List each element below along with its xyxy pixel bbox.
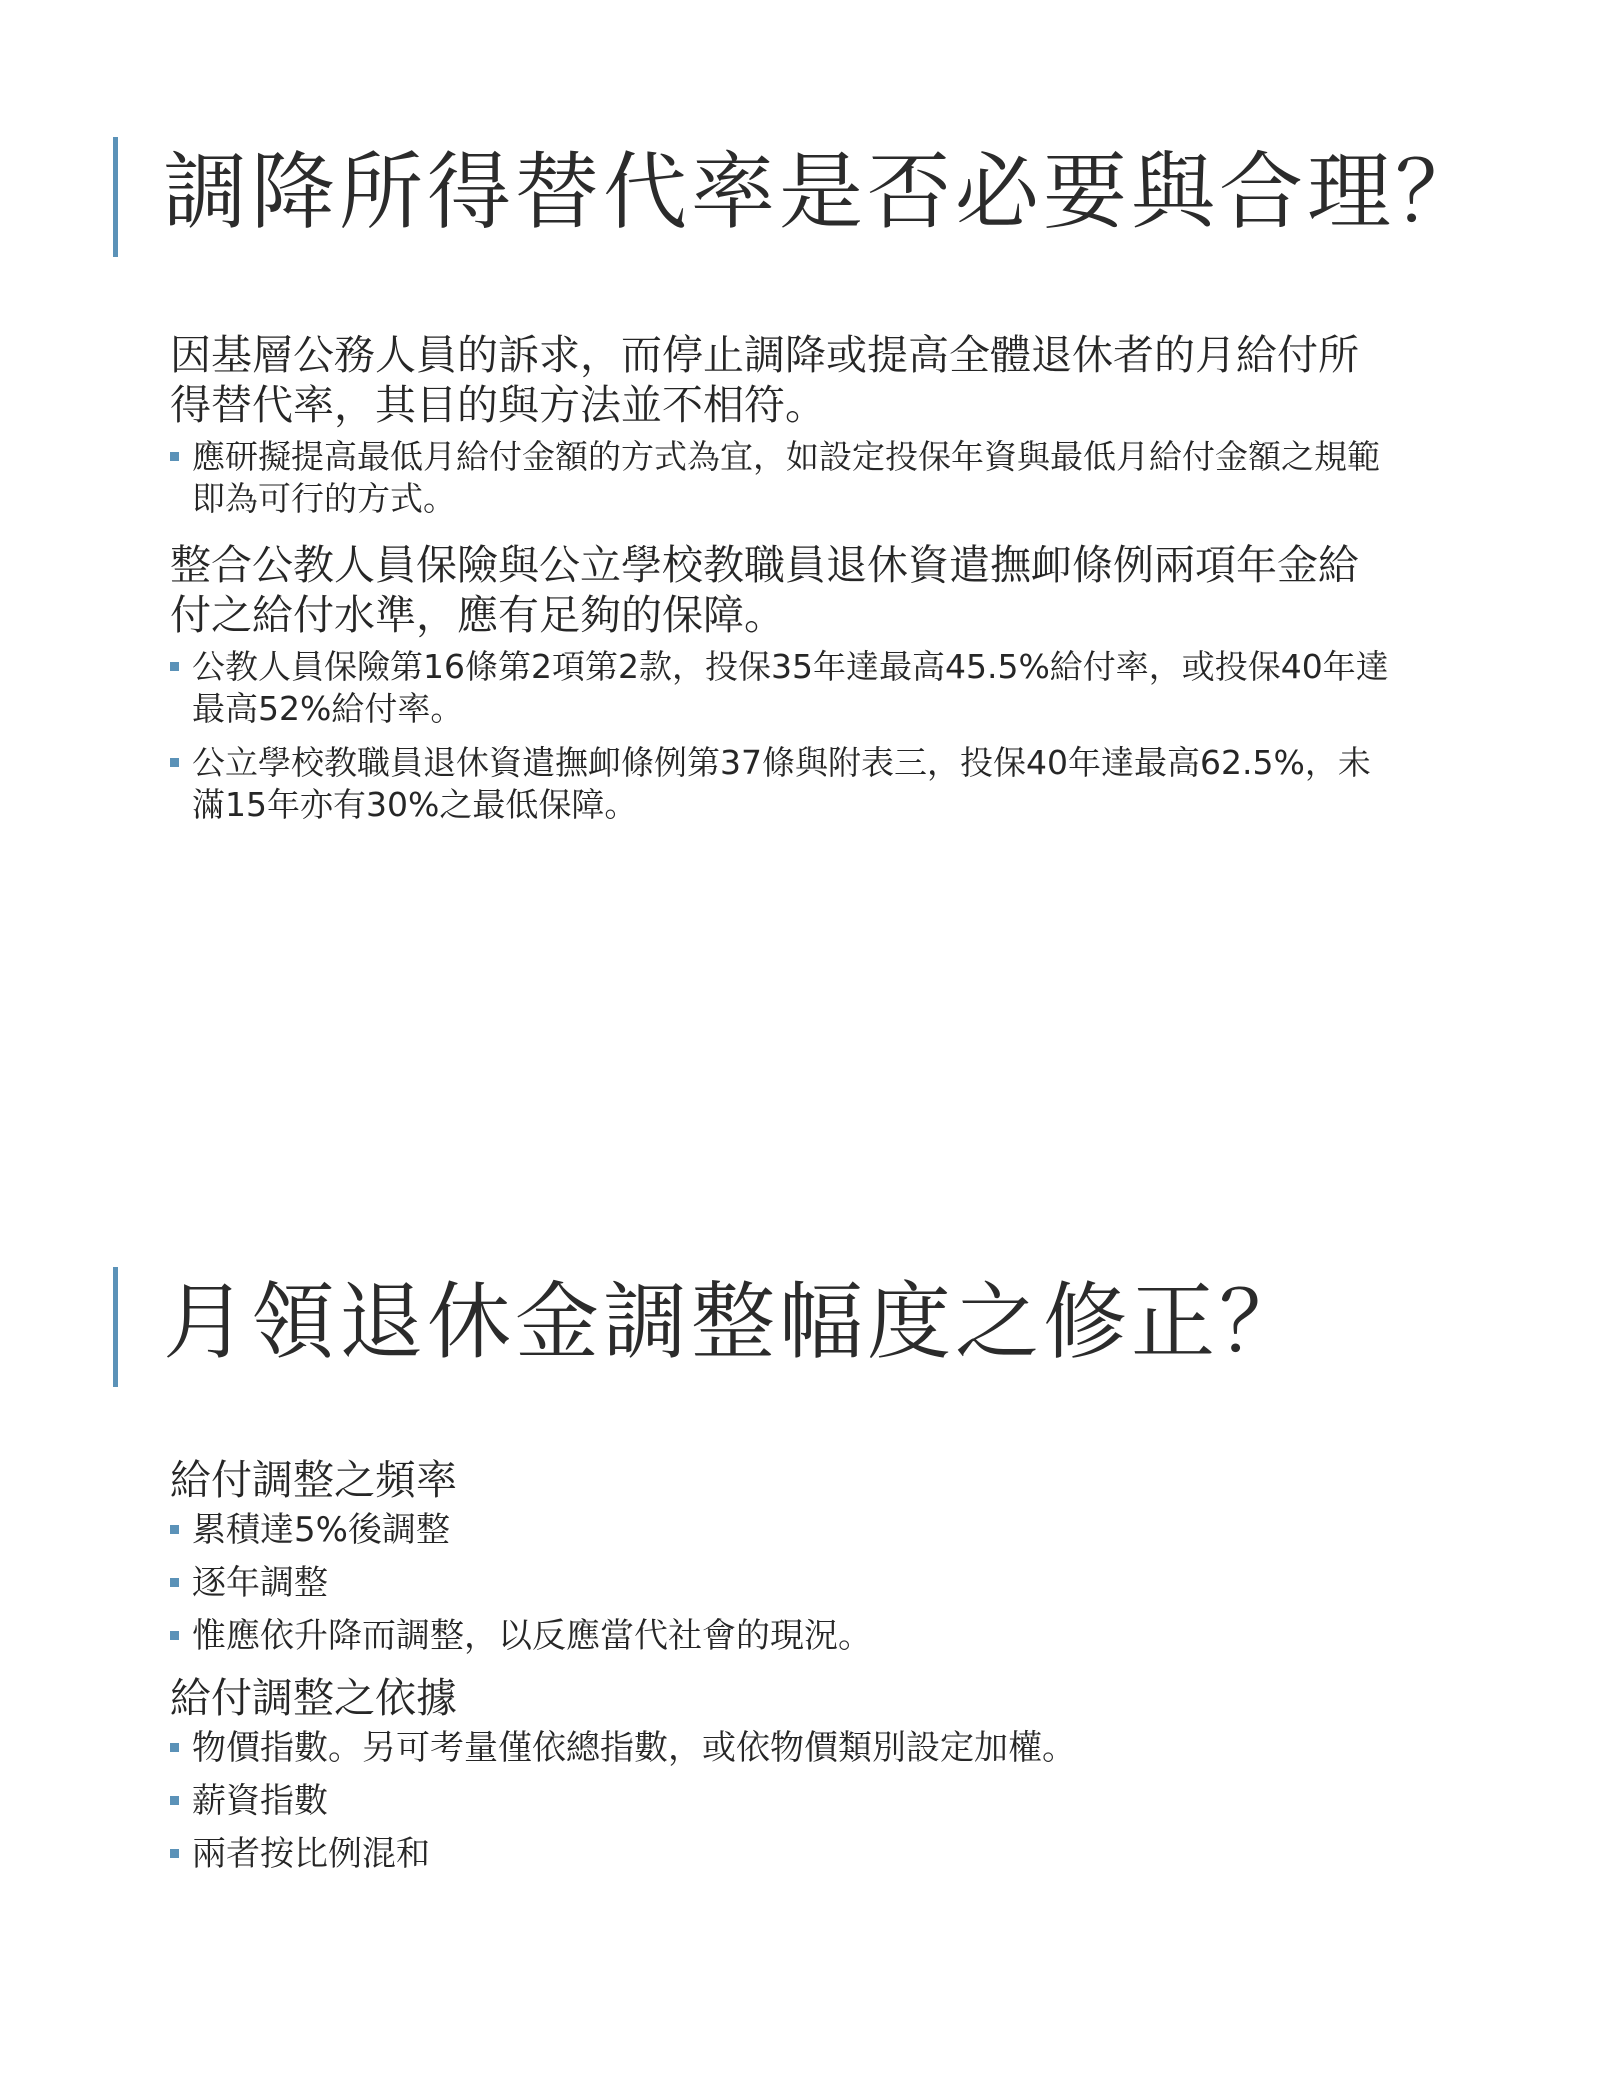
slide-body — [170, 330, 1389, 846]
sub-point-text: 物價指數。另可考量僅依總指數，或依物價類別設定加權。 — [192, 1728, 1076, 1768]
bullet-square-icon — [170, 452, 179, 461]
main-point: 給付調整之頻率 — [170, 1456, 457, 1504]
bullet-square-icon — [170, 662, 179, 671]
main-point: 給付調整之依據 — [170, 1674, 457, 1722]
bullet-square-icon — [170, 1578, 179, 1587]
bullet-square-icon — [170, 758, 179, 767]
sub-point — [170, 1780, 1392, 1822]
sub-point-text: 惟應依升降而調整，以反應當代社會的現況。 — [192, 1616, 872, 1656]
slide-2 — [0, 1130, 1608, 2076]
slide-title: 月領退休金調整幅度之修正？ — [163, 1273, 1308, 1371]
bullet-square-icon — [170, 1743, 179, 1752]
bullet-square-icon — [170, 1849, 179, 1858]
sub-point — [170, 1833, 1392, 1875]
sub-point-text: 公立學校教職員退休資遣撫卹條例第37條與附表三，投保40年達最高62.5%，未滿15年亦有30%之最低保障。 — [192, 743, 1371, 824]
sub-point-list — [170, 1727, 1380, 1875]
sub-point — [170, 1509, 1392, 1551]
sub-point — [170, 1562, 1392, 1604]
main-point: 整合公教人員保險與公立學校教職員退休資遣撫卹條例兩項年金給付之給付水準，應有足夠的保障。 — [170, 541, 1359, 639]
sub-point-text: 薪資指數 — [192, 1781, 328, 1821]
sub-point — [170, 646, 1392, 730]
slide-title: 調降所得替代率是否必要與合理？ — [163, 143, 1484, 241]
main-point: 因基層公務人員的訴求，而停止調降或提高全體退休者的月給付所得替代率，其目的與方法並不相符。 — [170, 331, 1359, 429]
title-accent-bar — [113, 137, 118, 257]
sub-point — [170, 742, 1392, 826]
title-accent-bar — [113, 1267, 118, 1387]
sub-point — [170, 436, 1392, 520]
bullet-square-icon — [170, 1796, 179, 1805]
sub-point-list — [170, 646, 1389, 826]
sub-point — [170, 1615, 1392, 1657]
sub-point-text: 兩者按比例混和 — [192, 1834, 430, 1874]
bullet-square-icon — [170, 1525, 179, 1534]
sub-point-list — [170, 1509, 1380, 1657]
sub-point-text: 逐年調整 — [192, 1563, 328, 1603]
bullet-square-icon — [170, 1631, 179, 1640]
sub-point — [170, 1727, 1392, 1769]
slide-body — [170, 1455, 1380, 1886]
sub-point-text: 應研擬提高最低月給付金額的方式為宜，如設定投保年資與最低月給付金額之規範即為可行的方式。 — [192, 437, 1380, 518]
sub-point-list — [170, 436, 1380, 520]
sub-point-text: 公教人員保險第16條第2項第2款，投保35年達最高45.5%給付率，或投保40年達最高52%給付率。 — [192, 647, 1389, 728]
sub-point-text: 累積達5%後調整 — [192, 1510, 450, 1550]
